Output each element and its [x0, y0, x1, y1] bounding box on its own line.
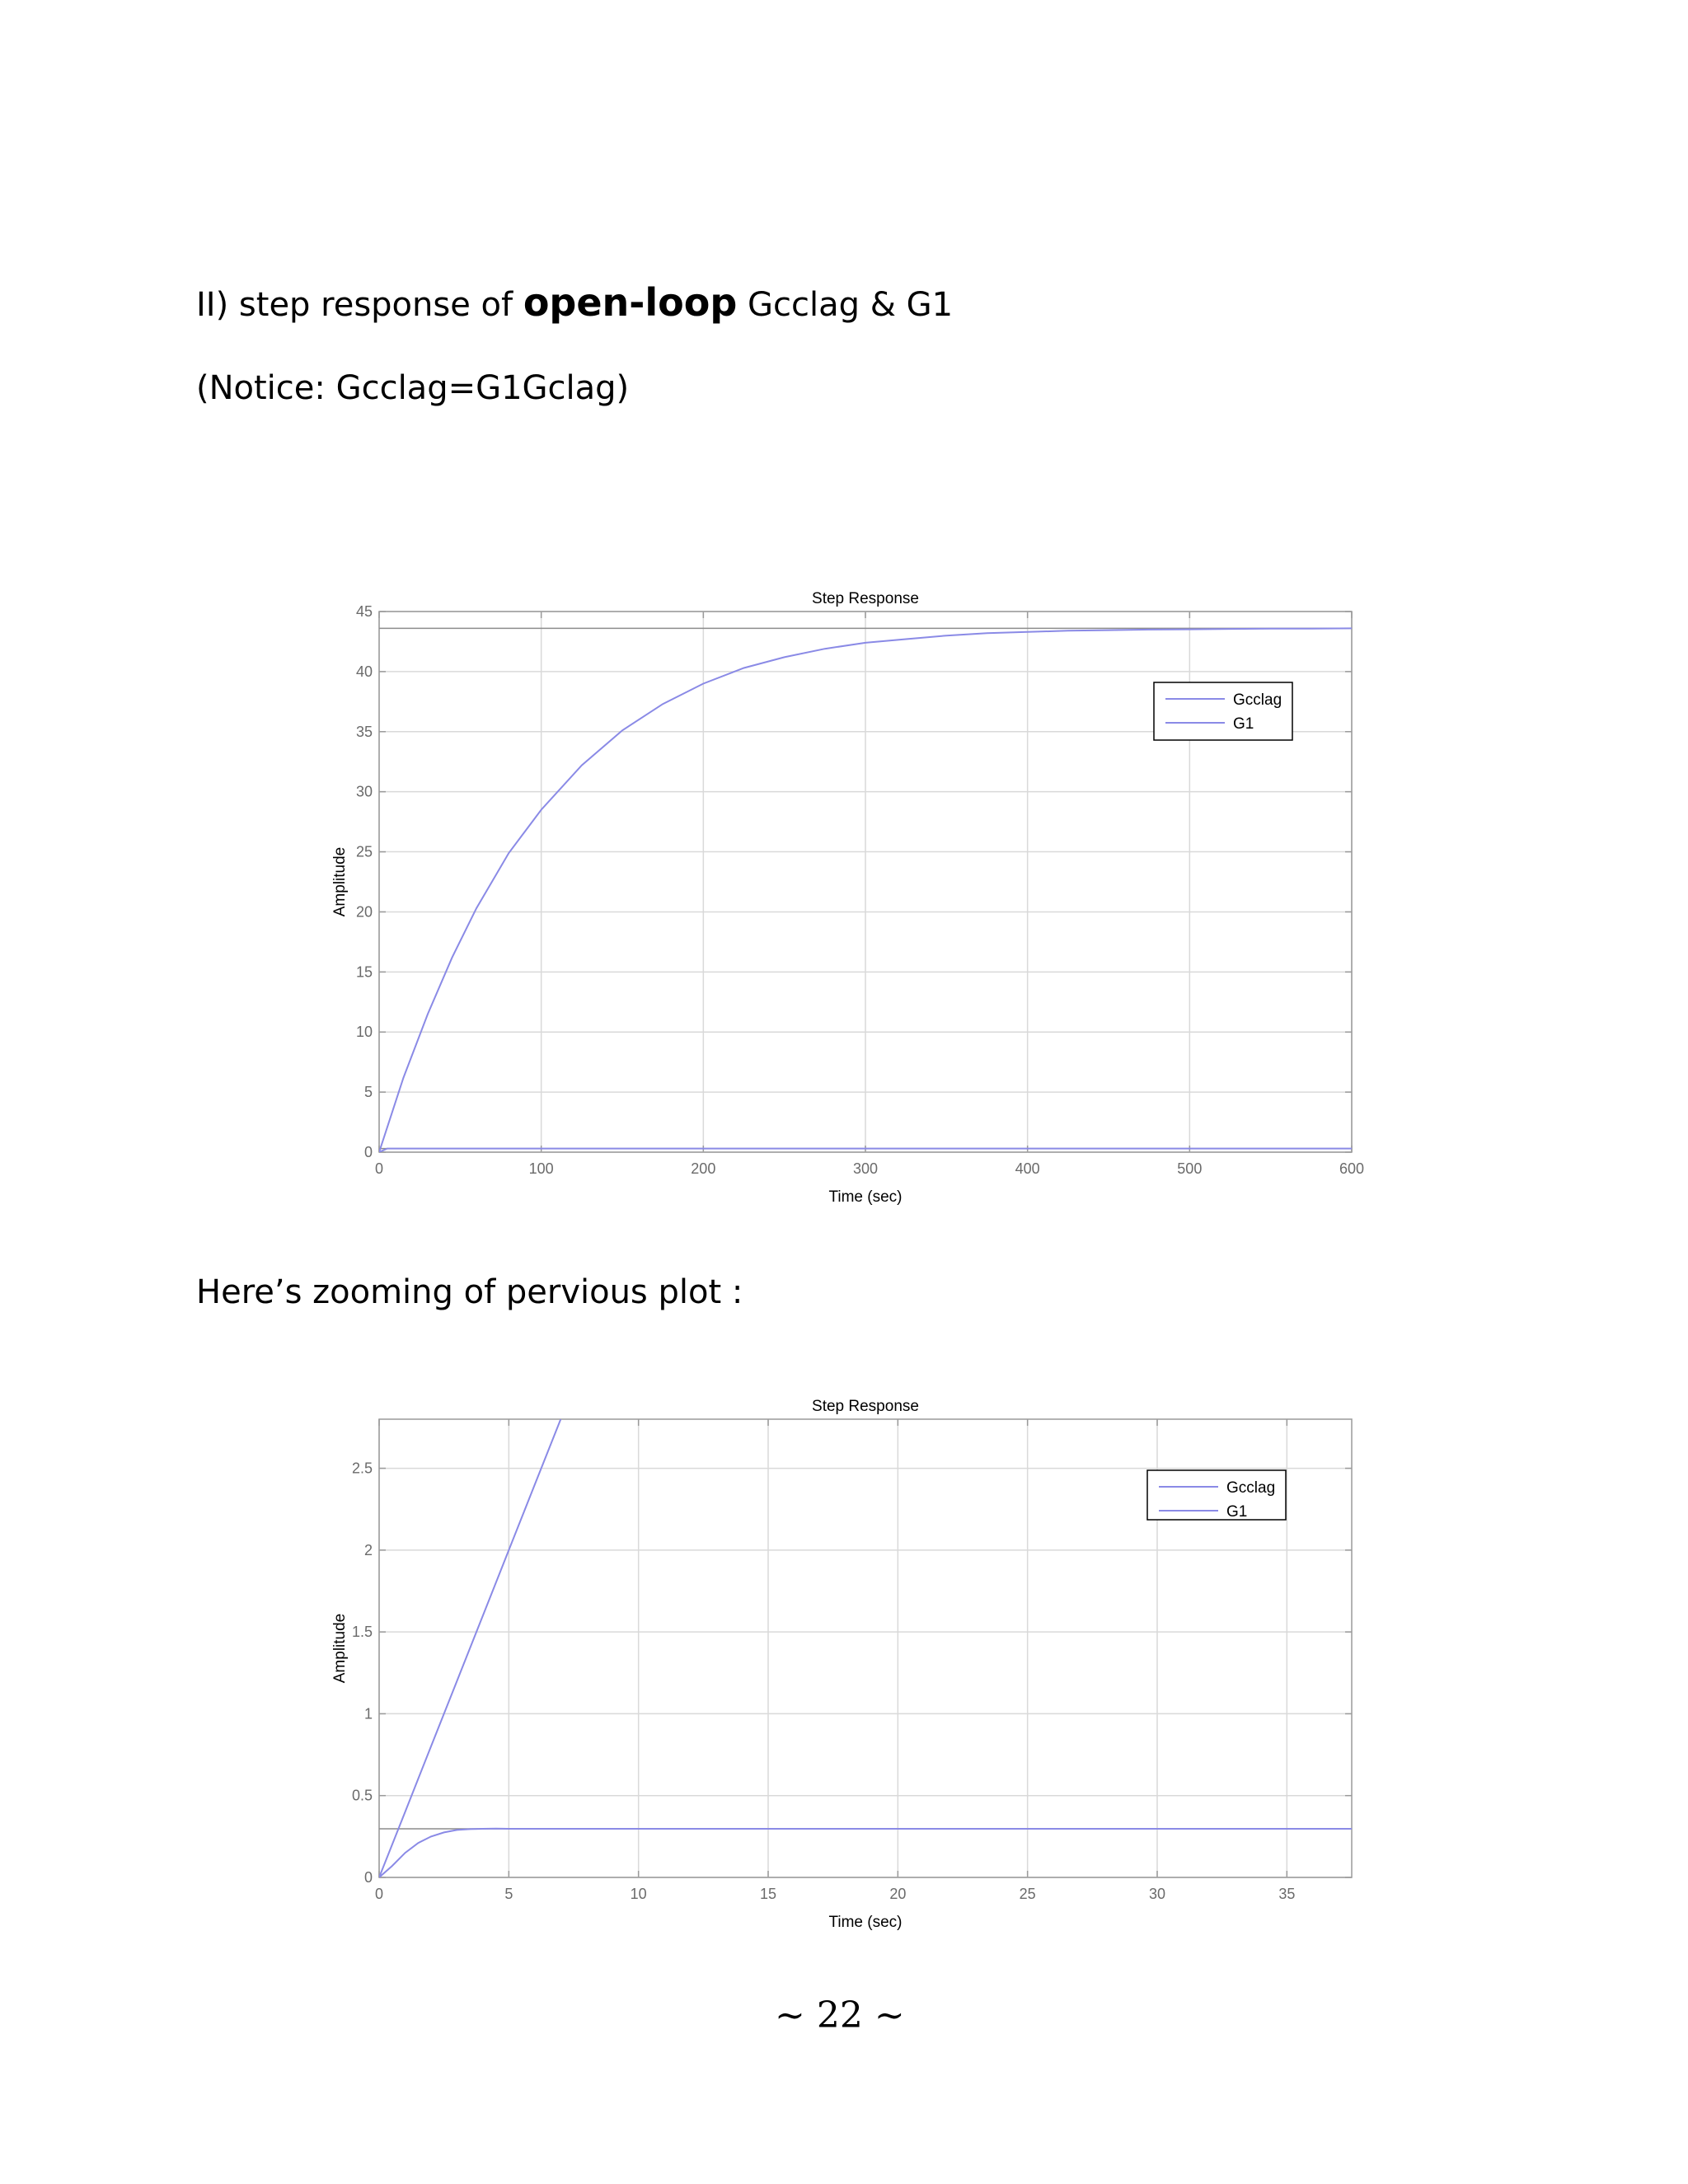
y-tick-label: 20 — [355, 903, 373, 921]
x-tick-label: 25 — [1019, 1886, 1036, 1902]
x-tick-label: 400 — [1015, 1160, 1040, 1177]
y-tick-label: 1.5 — [351, 1624, 373, 1641]
chart-title: Step Response — [812, 1398, 919, 1415]
notice-text: (Notice: Gcclag=G1Gclag) — [196, 369, 630, 407]
y-tick-label: 0 — [363, 1144, 373, 1160]
x-tick-label: 0 — [374, 1886, 384, 1902]
series-line-gcclag — [379, 1419, 560, 1877]
x-tick-label: 200 — [691, 1160, 716, 1177]
y-tick-label: 10 — [355, 1024, 373, 1041]
x-tick-label: 10 — [630, 1886, 647, 1902]
legend-label-g1: G1 — [1233, 715, 1254, 733]
x-axis-label: Time (sec) — [828, 1188, 903, 1206]
heading-prefix: II) step response of — [196, 286, 523, 324]
x-tick-label: 20 — [889, 1886, 907, 1902]
legend-label-g1: G1 — [1226, 1503, 1248, 1521]
zoom-caption: Here’s zooming of pervious plot : — [196, 1273, 743, 1311]
y-tick-label: 30 — [355, 783, 373, 800]
y-tick-label: 1 — [363, 1705, 373, 1722]
y-tick-label: 40 — [355, 663, 373, 680]
series-line-g1 — [379, 1829, 1352, 1877]
y-tick-label: 15 — [355, 963, 373, 981]
page-number: ~ 22 ~ — [775, 1994, 905, 2036]
heading-bold: open-loop — [523, 280, 738, 325]
y-tick-label: 45 — [355, 603, 373, 620]
y-axis-label: Amplitude — [331, 1613, 349, 1684]
y-tick-label: 25 — [355, 843, 373, 860]
step-response-chart-full — [0, 569, 1688, 1228]
y-tick-label: 2.5 — [351, 1460, 373, 1477]
y-tick-label: 0.5 — [351, 1787, 373, 1804]
heading-suffix: Gcclag & G1 — [737, 286, 954, 324]
section-heading — [196, 280, 953, 325]
x-tick-label: 300 — [852, 1160, 879, 1177]
x-tick-label: 100 — [528, 1160, 554, 1177]
chart-title: Step Response — [812, 590, 919, 607]
x-tick-label: 15 — [759, 1886, 777, 1902]
x-axis-label: Time (sec) — [828, 1914, 903, 1931]
y-tick-label: 5 — [363, 1084, 373, 1101]
y-tick-label: 35 — [355, 723, 373, 740]
step-response-chart-zoom — [0, 1385, 1688, 1961]
x-tick-label: 5 — [504, 1886, 513, 1902]
x-tick-label: 500 — [1177, 1160, 1203, 1177]
legend-label-gcclag: Gcclag — [1233, 691, 1282, 709]
legend-label-gcclag: Gcclag — [1226, 1479, 1276, 1497]
x-tick-label: 30 — [1148, 1886, 1166, 1902]
y-axis-label: Amplitude — [331, 846, 349, 917]
y-tick-label: 0 — [363, 1869, 373, 1886]
x-tick-label: 600 — [1339, 1160, 1365, 1177]
y-tick-label: 2 — [363, 1541, 373, 1558]
x-tick-label: 35 — [1278, 1886, 1296, 1902]
x-tick-label: 0 — [374, 1160, 384, 1177]
